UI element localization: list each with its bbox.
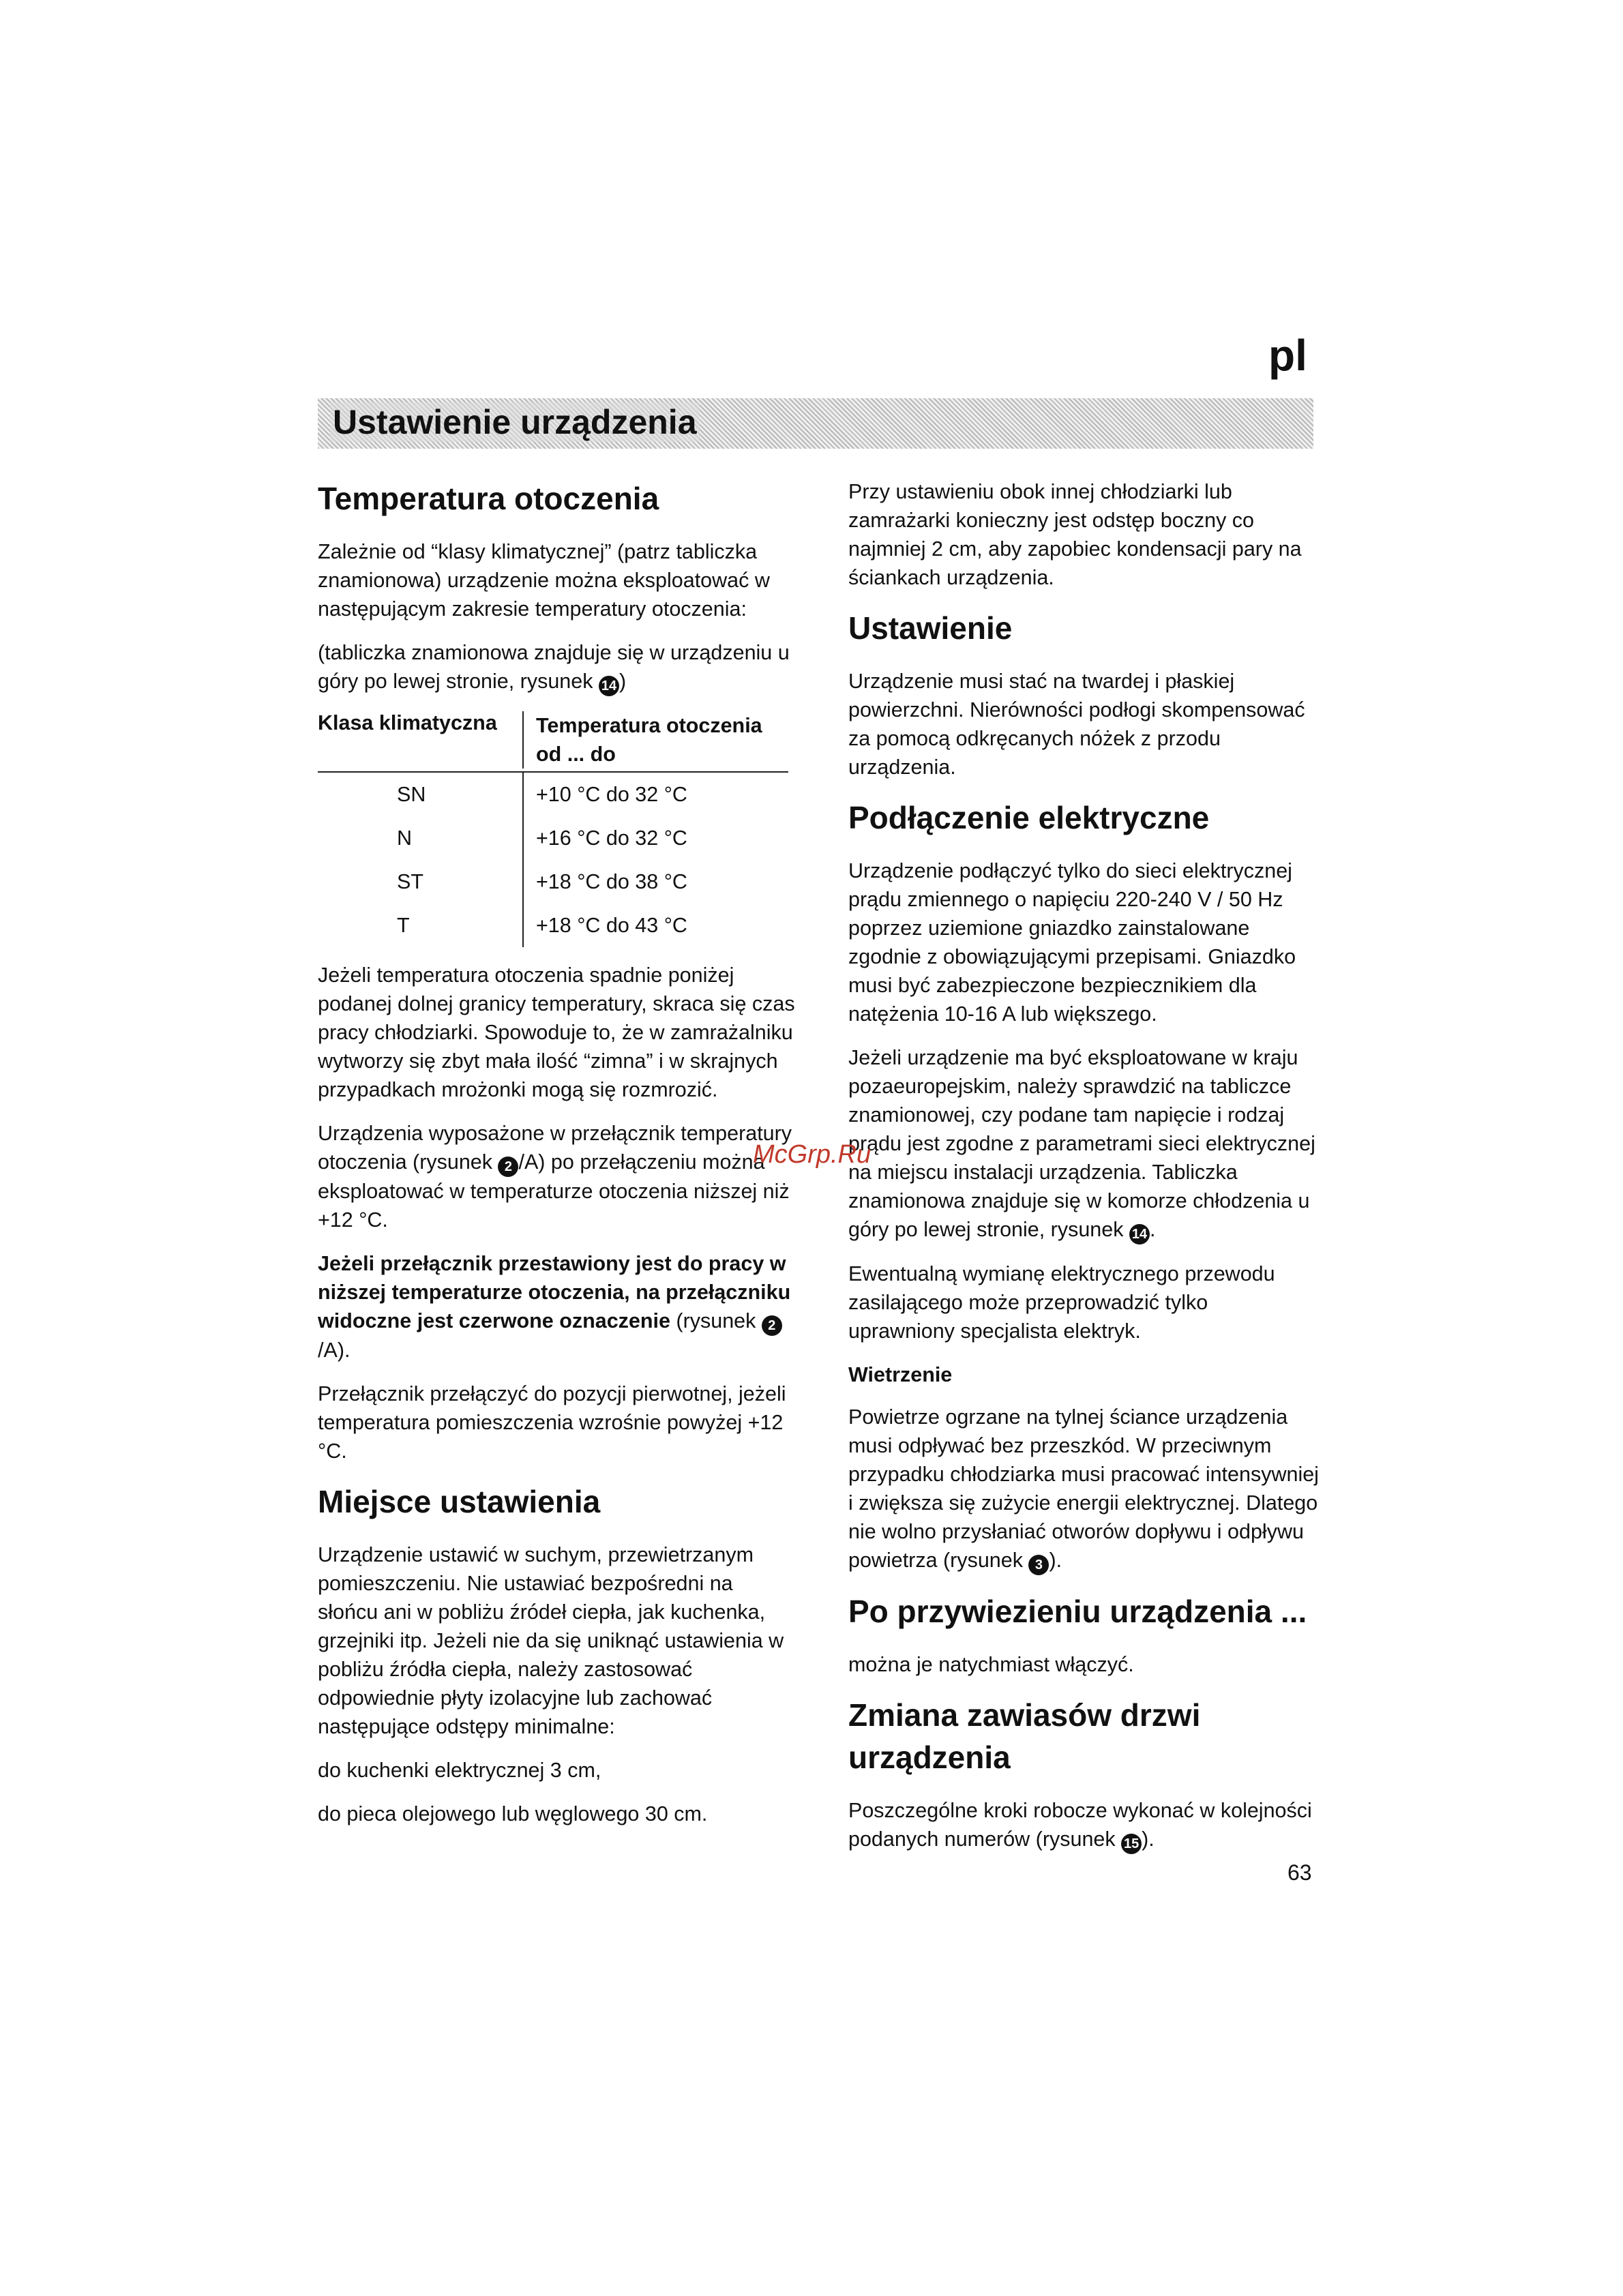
paragraph: Zależnie od “klasy klimatycznej” (patrz tabliczka znamionowa) urządzenie można eksploatować w następującym zakresie temperatury otoczenia: <box>318 540 770 621</box>
table-cell: SN <box>397 782 426 806</box>
paragraph: Jeżeli przełącznik przestawiony jest do pracy w niższej temperaturze otoczenia, na przełączniku widoczne jest czerwone oznaczenie (rysunek 2/A). <box>318 1252 791 1362</box>
paragraph: Urządzenie ustawić w suchym, przewietrzanym pomieszczeniu. Nie ustawiać bezpośredni na słońcu ani w pobliżu źródeł ciepła, jak kuchenka, grzejniki itp. Jeżeli nie da się uniknąć ustawienia w pobliżu źródła ciepła, należy zastosować odpowiednie płyty izolacyjne lub zachować następujące odstępy minimalne: <box>318 1543 784 1738</box>
paragraph: Jeżeli urządzenie ma być eksploatowane w kraju pozaeuropejskim, należy sprawdzić na tabliczce znamionowej, czy podane tam napięcie i rodzaj prądu jest zgodne z parametrami sieci elektrycznej na miejscu instalacji urządzenia. Tabliczka znamionowa znajduje się w komorze chłodzenia u góry po lewej stronie, rysunek 14 . <box>848 1043 1319 1244</box>
table-header <box>318 711 788 773</box>
heading-po-przywiezieniu: Po przywiezieniu urządzenia ... <box>848 1594 1307 1629</box>
table-cell: T <box>397 913 410 937</box>
table-cell: +10 °C do 32 °C <box>522 773 788 816</box>
table-cell: ST <box>397 869 423 893</box>
paragraph: (tabliczka znamionowa znajduje się w urządzeniu u góry po lewej stronie, rysunek 14 ) <box>318 638 795 696</box>
table-cell: N <box>397 826 413 850</box>
table-row <box>318 860 788 904</box>
table-header-cell: Temperatura otoczenia od ... do <box>522 711 788 769</box>
paragraph: Urządzenie musi stać na twardej i płaskiej powierzchni. Nierówności podłogi skompensować za pomocą odkręcanych nóżek z przodu urządzenia. <box>848 670 1305 779</box>
paragraph: Urządzenie podłączyć tylko do sieci elektrycznej prądu zmiennego o napięciu 220-240 V / 50 Hz poprzez uziemione gniazdko zainstalowane zgodnie z obowiązującymi przepisami. Gniazdko musi być zabezpieczone bezpiecznikiem dla natężenia 10-16 A lub większego. <box>848 859 1296 1026</box>
subheading-wietrzenie: Wietrzenie <box>848 1363 953 1386</box>
right-column <box>848 477 1319 1869</box>
table-cell: +18 °C do 43 °C <box>522 904 788 947</box>
paragraph: Urządzenia wyposażone w przełącznik temperatury otoczenia (rysunek 2 /A) po przełączeniu można eksploatować w temperaturze otoczenia niższej niż +12 °C. <box>318 1122 792 1232</box>
figure-ref-badge: 14 <box>599 676 619 696</box>
section-banner <box>318 398 1313 449</box>
paragraph: do pieca olejowego lub węglowego 30 cm. <box>318 1802 708 1825</box>
paragraph: Powietrze ogrzane na tylnej ściance urządzenia musi odpływać bez przeszkód. W przeciwnym przypadku chłodziarka musi pracować intensywniej i zwiększa się zużycie energii elektrycznej. Dlatego nie wolno przysłaniać otworów dopływu i odpływu powietrza (rysunek 3 ). <box>848 1403 1319 1575</box>
table-row <box>318 904 788 947</box>
table-cell: +16 °C do 32 °C <box>522 816 788 860</box>
figure-ref-badge: 3 <box>1028 1555 1049 1575</box>
page-title: Ustawienie urządzenia <box>330 402 700 442</box>
table-cell: +18 °C do 38 °C <box>522 860 788 904</box>
figure-ref-badge: 2 <box>762 1315 782 1336</box>
paragraph: Przełącznik przełączyć do pozycji pierwotnej, jeżeli temperatura pomieszczenia wzrośnie powyżej +12 °C. <box>318 1382 786 1463</box>
climate-class-table <box>318 711 788 947</box>
language-code: pl <box>1268 331 1307 380</box>
heading-temperatura-otoczenia: Temperatura otoczenia <box>318 481 659 516</box>
heading-zmiana-zawiasow: Zmiana zawiasów drzwi urządzenia <box>848 1697 1201 1775</box>
figure-ref-badge: 2 <box>498 1157 518 1177</box>
heading-podlaczenie-elektryczne: Podłączenie elektryczne <box>848 800 1210 835</box>
page-number: 63 <box>1287 1860 1312 1885</box>
heading-ustawienie: Ustawienie <box>848 610 1013 646</box>
paragraph: Przy ustawieniu obok innej chłodziarki lub zamrażarki konieczny jest odstęp boczny co najmniej 2 cm, aby zapobiec kondensacji pary na ściankach urządzenia. <box>848 480 1302 589</box>
watermark: McGrp.Ru <box>753 1140 872 1169</box>
paragraph: Ewentualną wymianę elektrycznego przewodu zasilającego może przeprowadzić tylko uprawniony specjalista elektryk. <box>848 1262 1275 1343</box>
paragraph: Poszczególne kroki robocze wykonać w kolejności podanych numerów (rysunek 15 ). <box>848 1796 1319 1854</box>
table-header-cell: Klasa klimatyczna <box>318 711 497 734</box>
table-row <box>318 816 788 860</box>
figure-ref-badge: 14 <box>1129 1224 1150 1244</box>
paragraph: można je natychmiast włączyć. <box>848 1653 1134 1676</box>
heading-miejsce-ustawienia: Miejsce ustawienia <box>318 1484 601 1519</box>
paragraph: Jeżeli temperatura otoczenia spadnie poniżej podanej dolnej granicy temperatury, skraca się czas pracy chłodziarki. Spowoduje to, że w zamrażalniku wytworzy się zbyt mała ilość “zimna” i w skrajnych przypadkach mrożonki mogą się rozmrozić. <box>318 964 795 1101</box>
figure-ref-badge: 15 <box>1121 1834 1142 1854</box>
paragraph: do kuchenki elektrycznej 3 cm, <box>318 1759 601 1782</box>
left-column <box>318 477 795 1843</box>
table-row <box>318 773 788 816</box>
